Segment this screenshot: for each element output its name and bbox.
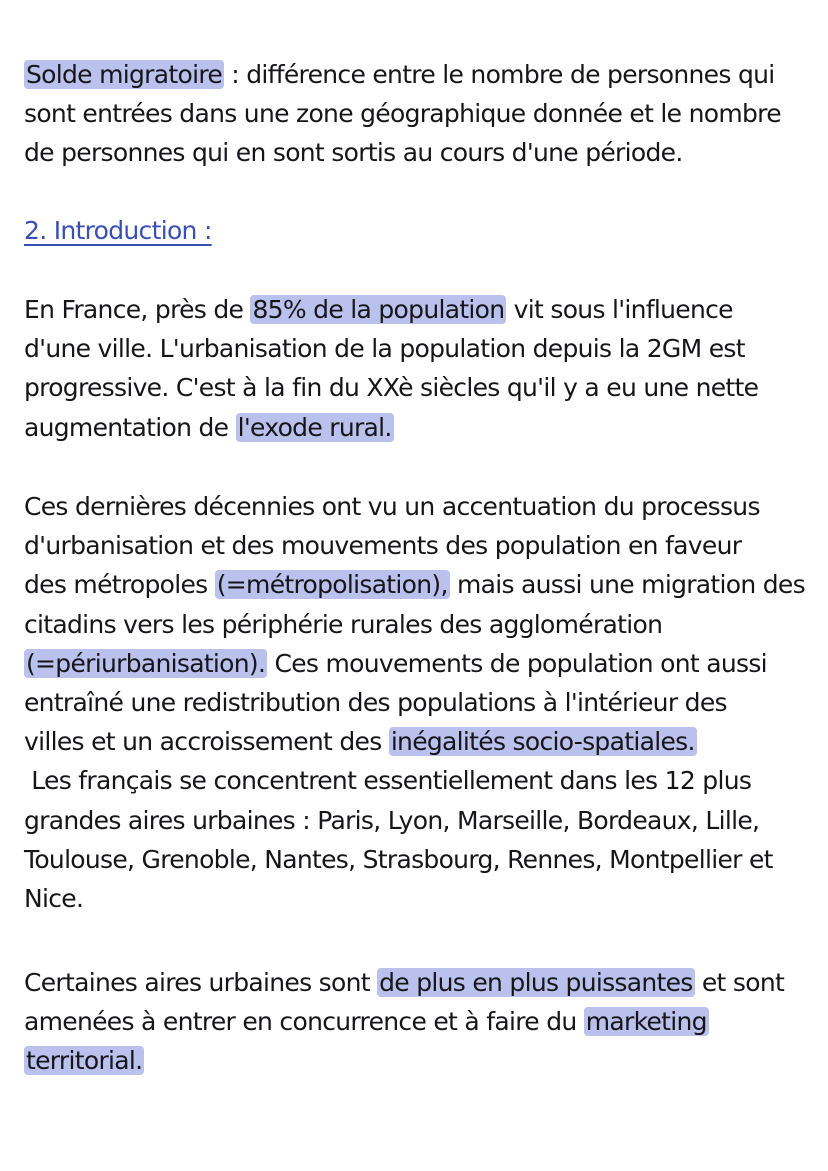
text-line — [24, 565, 814, 604]
text-line — [24, 963, 814, 1002]
text-span: villes et un accroissement des — [24, 727, 389, 757]
highlighted-term: Solde migratoire — [26, 60, 223, 89]
text-span: amenées à entrer en concurrence et à faire du — [24, 1007, 584, 1037]
text-span: augmentation de — [24, 412, 236, 442]
highlighted-phrase: de plus en plus puissantes — [379, 968, 693, 997]
text-line: de personnes qui en sont sortis au cours d'une période. — [24, 138, 683, 168]
text-line — [24, 1002, 814, 1041]
text-line: entraîné une redistribution des populations à l'intérieur des — [24, 687, 727, 717]
text-span: vit sous l'influence — [506, 295, 733, 324]
text-span: En France, près de — [24, 295, 251, 324]
highlighted-phrase: marketing — [585, 1007, 707, 1037]
text-line: citadins vers les périphérie rurales des agglomération — [24, 609, 663, 639]
text-line: d'une ville. L'urbanisation de la population depuis la 2GM est — [24, 334, 745, 364]
text-line — [24, 1041, 814, 1080]
highlighted-phrase: (=métropolisation), — [216, 570, 448, 600]
text-line: Les français se concentrent essentiellement dans les 12 plus — [24, 766, 752, 796]
text-line — [24, 644, 814, 683]
text-line — [24, 290, 814, 329]
text-line: d'urbanisation et des mouvements des population en faveur — [24, 531, 742, 561]
text-line: grandes aires urbaines : Paris, Lyon, Marseille, Bordeaux, Lille, — [24, 805, 760, 835]
text-line: Ces dernières décennies ont vu un accentuation du processus — [24, 492, 760, 521]
text-span: Ces mouvements de population ont aussi — [267, 648, 767, 678]
closing-paragraph — [24, 963, 814, 1081]
text-line: Nice. — [24, 883, 84, 913]
text-line: sont entrées dans une zone géographique donnée et le nombre — [24, 99, 781, 129]
text-line: progressive. C'est à la fin du XXè siècles qu'il y a eu une nette — [24, 373, 759, 403]
text-span: et sont — [694, 968, 785, 997]
text-span: des métropoles — [24, 570, 215, 600]
text-line: Toulouse, Grenoble, Nantes, Strasbourg, Rennes, Montpellier et — [24, 844, 773, 874]
highlighted-phrase: 85% de la population — [252, 295, 505, 324]
highlighted-phrase: inégalités socio-spatiales. — [390, 727, 695, 757]
text-span: mais aussi une migration des — [449, 570, 805, 600]
text-span: : différence entre le nombre de personnes qui — [224, 60, 775, 89]
highlighted-phrase: (=périurbanisation). — [26, 648, 266, 678]
section-heading-block — [24, 211, 814, 250]
section-heading: 2. Introduction : — [24, 216, 212, 245]
intro-paragraph — [24, 290, 814, 447]
text-span: Certaines aires urbaines sont — [24, 968, 378, 997]
body-paragraph — [24, 487, 814, 918]
highlighted-phrase: territorial. — [26, 1046, 143, 1076]
text-line — [24, 722, 814, 761]
definition-paragraph — [24, 55, 814, 173]
text-line — [24, 408, 814, 447]
highlighted-phrase: l'exode rural. — [237, 412, 392, 442]
text-line — [24, 55, 814, 94]
